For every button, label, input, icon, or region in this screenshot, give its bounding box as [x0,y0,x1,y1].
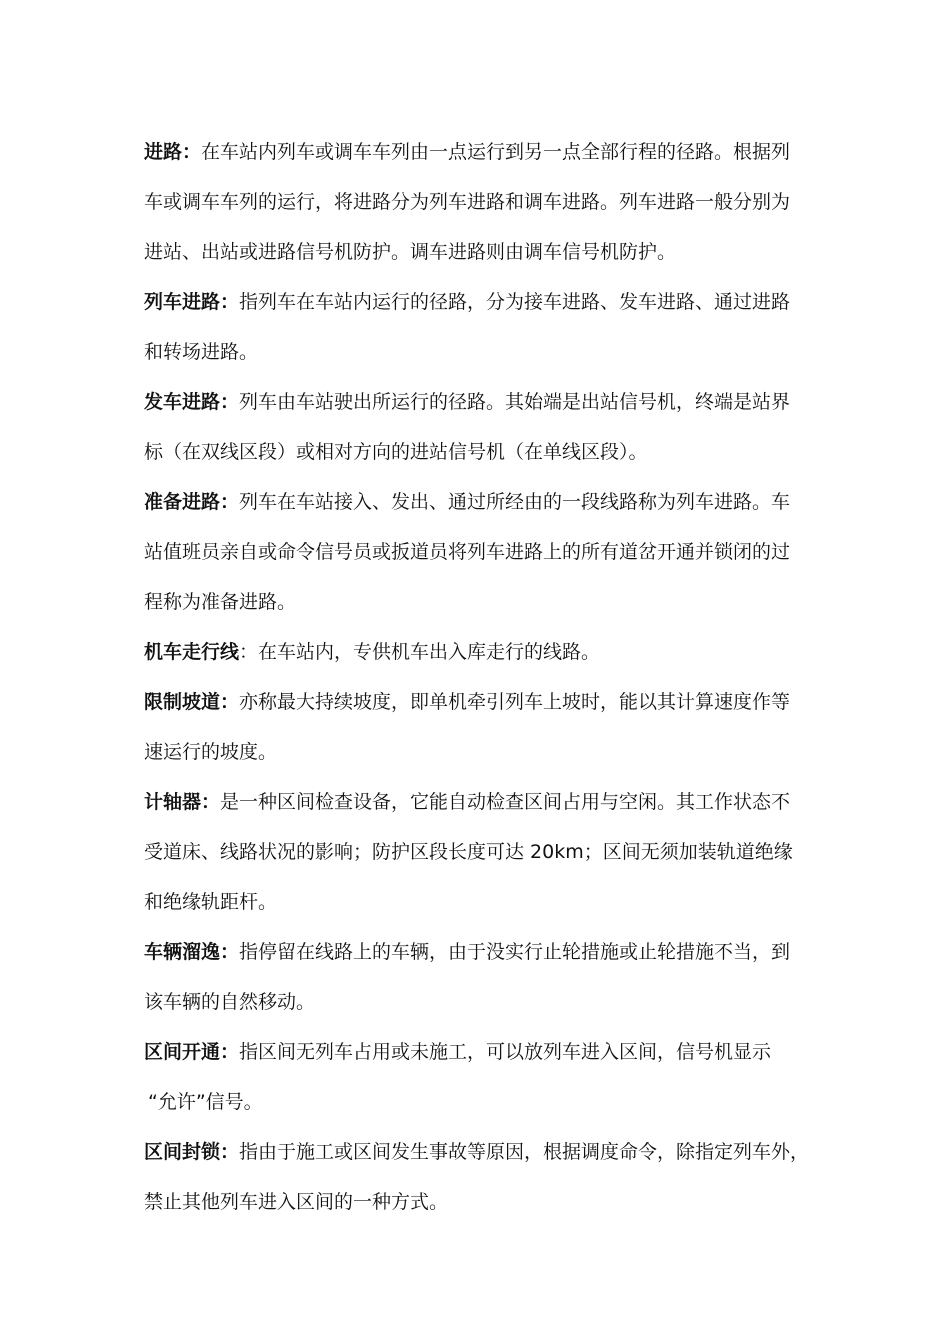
entry-text: 亦称最大持续坡度，即单机牵引列车上坡时，能以其计算速度作等 [239,691,791,713]
entry-line: 标（在双线区段）或相对方向的进站信号机（在单线区段）。 [144,441,648,463]
glossary-entry [144,927,809,1027]
entry-line [144,477,809,527]
entry-term: 发车进路： [144,391,240,413]
entry-line: 车或调车车列的运行，将进路分为列车进路和调车进路。列车进路一般分别为 [144,191,791,213]
entry-line [144,677,809,727]
entry-term: 区间开通： [144,1041,240,1063]
entry-line [144,927,809,977]
entry-line: 该车辆的自然移动。 [144,991,316,1013]
entry-line: 禁止其他列车进入区间的一种方式。 [144,1191,449,1213]
entry-text: 列车由车站驶出所运行的径路。其始端是出站信号机，终端是站界 [239,391,791,413]
entry-line [144,127,809,177]
entry-line: 速运行的坡度。 [144,741,278,763]
entry-text: 指停留在线路上的车辆，由于没实行止轮措施或止轮措施不当，到 [239,941,791,963]
glossary-entry [144,1027,809,1127]
entry-line [144,1027,809,1077]
glossary-entry [144,127,809,277]
entry-line: 和绝缘轨距杆。 [144,891,278,913]
entry-text: 在车站内，专供机车出入库走行的线路。 [258,641,601,663]
entry-term: 准备进路： [144,491,240,513]
entry-line [144,777,809,827]
glossary-entry [144,777,809,927]
glossary-entry [144,377,809,477]
glossary-entry [144,477,809,627]
entry-term: 车辆溜逸： [144,941,240,963]
entry-term: 机车走行线 [144,641,240,663]
entry-line: 和转场进路。 [144,341,259,363]
entry-line [144,1127,809,1177]
entry-text: 指列车在车站内运行的径路，分为接车进路、发车进路、通过进路 [239,291,791,313]
entry-line [144,277,809,327]
entry-term: 计轴器： [144,791,221,813]
entry-text: 列车在车站接入、发出、通过所经由的一段线路称为列车进路。车 [239,491,791,513]
entry-line: “允许”信号。 [148,1091,263,1113]
entry-line: 进站、出站或进路信号机防护。调车进路则由调车信号机防护。 [144,241,677,263]
entry-term: 列车进路： [144,291,240,313]
entry-text: 是一种区间检查设备，它能自动检查区间占用与空闲。其工作状态不 [220,791,791,813]
entry-text: 指区间无列车占用或未施工，可以放列车进入区间，信号机显示 [239,1041,772,1063]
entry-line: 程称为准备进路。 [144,591,297,613]
glossary-entry [144,677,809,777]
entry-term: 进路： [144,141,202,163]
entry-line: 机车走行线：在车站内，专供机车出入库走行的线路。 [144,641,601,663]
glossary-entry [144,1127,809,1227]
entry-line: 站值班员亲自或命令信号员或扳道员将列车进路上的所有道岔开通并锁闭的过 [144,541,791,563]
entry-term: 区间封锁： [144,1141,240,1163]
glossary-entry [144,627,809,677]
entry-line [144,377,809,427]
entry-text: 指由于施工或区间发生事故等原因，根据调度命令，除指定列车外， [239,1141,810,1163]
entry-text: 在车站内列车或调车车列由一点运行到另一点全部行程的径路。根据列 [201,141,791,163]
glossary-body [144,127,809,1227]
entry-line: 受道床、线路状况的影响；防护区段长度可达 20km；区间无须加装轨道绝缘 [144,841,793,863]
entry-term: 限制坡道： [144,691,240,713]
glossary-entry [144,277,809,377]
